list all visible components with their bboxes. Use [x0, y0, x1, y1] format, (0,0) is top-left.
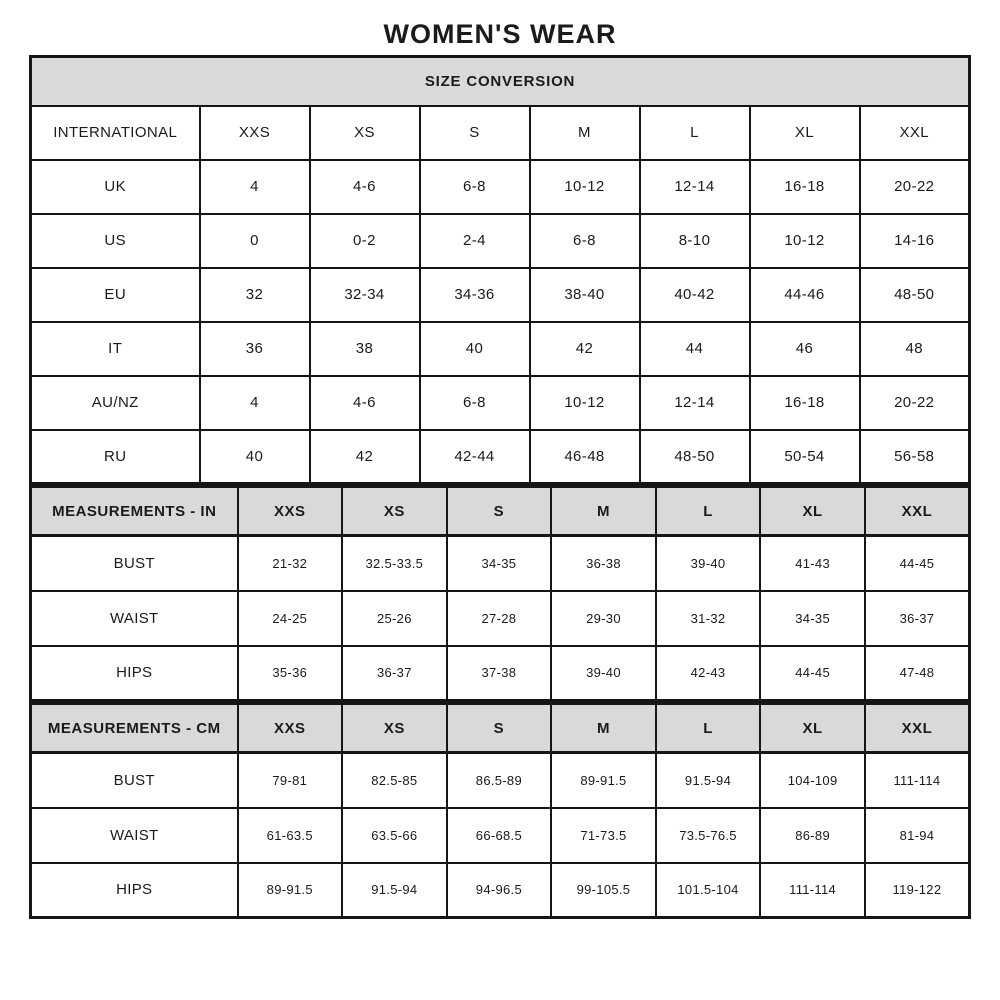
row-label: HIPS [31, 863, 238, 918]
table-cell: 20-22 [860, 160, 970, 214]
table-cell: 6-8 [420, 160, 530, 214]
table-cell: 38-40 [530, 268, 640, 322]
column-header-row [31, 106, 970, 160]
table-cell: 31-32 [656, 591, 761, 646]
table-cell: 29-30 [551, 591, 656, 646]
table-cell: 44-45 [865, 536, 970, 591]
row-label: AU/NZ [31, 376, 200, 430]
table-cell: 73.5-76.5 [656, 808, 761, 863]
table-cell: 10-12 [530, 160, 640, 214]
row-label: BUST [31, 536, 238, 591]
table-cell: 42-44 [420, 430, 530, 484]
table-cell: 42 [530, 322, 640, 376]
table-cell: 63.5-66 [342, 808, 447, 863]
table-cell: 39-40 [551, 646, 656, 701]
table-cell: 89-91.5 [238, 863, 343, 918]
table-cell: 25-26 [342, 591, 447, 646]
column-header: M [530, 106, 640, 160]
table-cell: 4-6 [310, 160, 420, 214]
size-conversion-title: SIZE CONVERSION [31, 57, 970, 106]
table-banner-row [31, 57, 970, 106]
table-cell: 8-10 [640, 214, 750, 268]
row-label: EU [31, 268, 200, 322]
table-cell: 32 [200, 268, 310, 322]
row-label: US [31, 214, 200, 268]
table-cell: 91.5-94 [342, 863, 447, 918]
table-cell: 81-94 [865, 808, 970, 863]
table-cell: 34-35 [447, 536, 552, 591]
table-cell: 39-40 [656, 536, 761, 591]
column-header: XL [750, 106, 860, 160]
column-header: M [551, 704, 656, 753]
row-label: IT [31, 322, 200, 376]
table-cell: 27-28 [447, 591, 552, 646]
column-header: S [447, 704, 552, 753]
table-cell: 34-35 [760, 591, 865, 646]
table-row [31, 268, 970, 322]
table-cell: 94-96.5 [447, 863, 552, 918]
table-cell: 48-50 [860, 268, 970, 322]
table-cell: 119-122 [865, 863, 970, 918]
table-cell: 82.5-85 [342, 753, 447, 808]
table-cell: 101.5-104 [656, 863, 761, 918]
table-cell: 46 [750, 322, 860, 376]
table-cell: 86.5-89 [447, 753, 552, 808]
table-cell: 16-18 [750, 160, 860, 214]
measurements-in-body [31, 536, 970, 701]
row-label: WAIST [31, 808, 238, 863]
table-cell: 111-114 [760, 863, 865, 918]
measurements-in-title: MEASUREMENTS - IN [31, 487, 238, 536]
table-cell: 4 [200, 376, 310, 430]
table-cell: 21-32 [238, 536, 343, 591]
table-cell: 37-38 [447, 646, 552, 701]
table-cell: 32-34 [310, 268, 420, 322]
table-cell: 41-43 [760, 536, 865, 591]
measurements-cm-body [31, 753, 970, 918]
table-cell: 4 [200, 160, 310, 214]
table-cell: 6-8 [530, 214, 640, 268]
table-row [31, 160, 970, 214]
row-label: BUST [31, 753, 238, 808]
column-header: L [656, 704, 761, 753]
table-cell: 111-114 [865, 753, 970, 808]
table-cell: 38 [310, 322, 420, 376]
measurements-cm-title: MEASUREMENTS - CM [31, 704, 238, 753]
table-cell: 66-68.5 [447, 808, 552, 863]
table-row [31, 536, 970, 591]
table-row [31, 591, 970, 646]
column-header: XL [760, 704, 865, 753]
table-cell: 34-36 [420, 268, 530, 322]
column-header: INTERNATIONAL [31, 106, 200, 160]
table-cell: 10-12 [750, 214, 860, 268]
table-cell: 44-46 [750, 268, 860, 322]
table-row [31, 214, 970, 268]
table-row [31, 376, 970, 430]
table-cell: 12-14 [640, 160, 750, 214]
column-header: XXL [865, 704, 970, 753]
row-label: UK [31, 160, 200, 214]
table-cell: 79-81 [238, 753, 343, 808]
table-cell: 35-36 [238, 646, 343, 701]
table-cell: 56-58 [860, 430, 970, 484]
table-cell: 16-18 [750, 376, 860, 430]
row-label: RU [31, 430, 200, 484]
column-header: S [447, 487, 552, 536]
column-header: XL [760, 487, 865, 536]
table-cell: 4-6 [310, 376, 420, 430]
table-cell: 36-37 [865, 591, 970, 646]
table-cell: 32.5-33.5 [342, 536, 447, 591]
table-cell: 89-91.5 [551, 753, 656, 808]
table-row [31, 430, 970, 484]
table-cell: 47-48 [865, 646, 970, 701]
table-cell: 36-38 [551, 536, 656, 591]
table-cell: 44 [640, 322, 750, 376]
table-cell: 6-8 [420, 376, 530, 430]
table-cell: 40-42 [640, 268, 750, 322]
table-row [31, 808, 970, 863]
measurements-cm-table [29, 702, 971, 919]
table-cell: 36 [200, 322, 310, 376]
table-cell: 42 [310, 430, 420, 484]
column-header: XXS [238, 704, 343, 753]
table-cell: 12-14 [640, 376, 750, 430]
measurements-in-table [29, 485, 971, 702]
table-header-row [31, 487, 970, 536]
column-header: L [640, 106, 750, 160]
column-header: XS [342, 704, 447, 753]
column-header: XS [310, 106, 420, 160]
table-row [31, 863, 970, 918]
row-label: WAIST [31, 591, 238, 646]
table-cell: 48 [860, 322, 970, 376]
table-cell: 40 [200, 430, 310, 484]
column-header: XXS [238, 487, 343, 536]
table-row [31, 753, 970, 808]
column-header: L [656, 487, 761, 536]
column-header: XXL [860, 106, 970, 160]
table-row [31, 322, 970, 376]
table-cell: 48-50 [640, 430, 750, 484]
table-cell: 50-54 [750, 430, 860, 484]
table-cell: 10-12 [530, 376, 640, 430]
table-cell: 0 [200, 214, 310, 268]
table-cell: 99-105.5 [551, 863, 656, 918]
table-cell: 61-63.5 [238, 808, 343, 863]
table-cell: 71-73.5 [551, 808, 656, 863]
column-header: XXL [865, 487, 970, 536]
table-cell: 14-16 [860, 214, 970, 268]
page-title: WOMEN'S WEAR [383, 19, 617, 49]
row-label: HIPS [31, 646, 238, 701]
table-cell: 0-2 [310, 214, 420, 268]
table-cell: 20-22 [860, 376, 970, 430]
table-cell: 24-25 [238, 591, 343, 646]
column-header: M [551, 487, 656, 536]
table-cell: 86-89 [760, 808, 865, 863]
table-cell: 2-4 [420, 214, 530, 268]
table-cell: 42-43 [656, 646, 761, 701]
table-header-row [31, 704, 970, 753]
column-header: S [420, 106, 530, 160]
column-header: XXS [200, 106, 310, 160]
column-header: XS [342, 487, 447, 536]
size-conversion-table [29, 55, 971, 485]
table-cell: 104-109 [760, 753, 865, 808]
table-cell: 46-48 [530, 430, 640, 484]
table-cell: 44-45 [760, 646, 865, 701]
size-conversion-body [31, 106, 970, 484]
table-row [31, 646, 970, 701]
table-cell: 91.5-94 [656, 753, 761, 808]
table-cell: 36-37 [342, 646, 447, 701]
table-cell: 40 [420, 322, 530, 376]
